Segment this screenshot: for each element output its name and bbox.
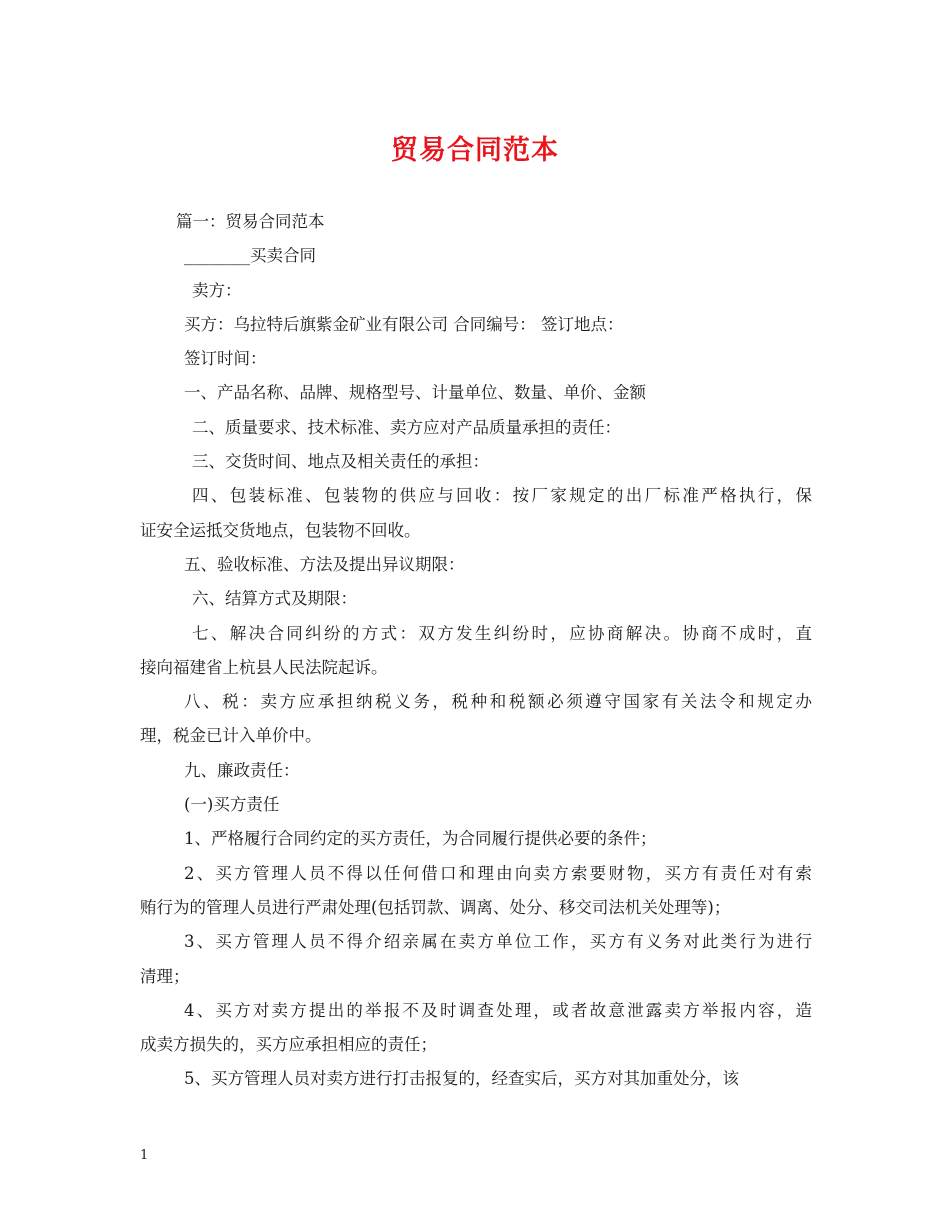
- text-line: 理，税金已计入单价中。: [140, 726, 322, 746]
- document-body: [140, 205, 812, 1097]
- page-number: 1: [140, 1148, 149, 1163]
- text-line: 3、买方管理人员不得介绍亲属在卖方单位工作，买方有义务对此类行为进行: [184, 932, 812, 952]
- text-line: 签订时间：: [184, 349, 267, 369]
- text-line: 六、结算方式及期限：: [192, 589, 357, 609]
- text-line: 四、包装标准、包装物的供应与回收：按厂家规定的出厂标准严格执行，保: [192, 486, 812, 506]
- text-line: 成卖方损失的，买方应承担相应的责任；: [140, 1035, 437, 1055]
- text-line: 九、廉政责任：: [184, 760, 300, 780]
- text-line: 贿行为的管理人员进行严肃处理(包括罚款、调离、处分、移交司法机关处理等)；: [140, 897, 731, 917]
- text-line: 七、解决合同纠纷的方式：双方发生纠纷时，应协商解决。协商不成时，直: [192, 623, 812, 643]
- text-line: 卖方：: [192, 280, 242, 300]
- text-line: 2、买方管理人员不得以任何借口和理由向卖方索要财物，买方有责任对有索: [184, 863, 812, 883]
- text-line: (一)买方责任: [184, 795, 280, 815]
- text-line: 清理；: [140, 966, 190, 986]
- document-title: 贸易合同范本: [391, 135, 559, 166]
- text-line: 三、交货时间、地点及相关责任的承担：: [192, 452, 489, 472]
- text-line: 买方：乌拉特后旗紫金矿业有限公司 合同编号： 签订地点：: [184, 314, 624, 334]
- text-line: 一、产品名称、品牌、规格型号、计量单位、数量、单价、金额: [184, 383, 646, 403]
- text-line: 八、税：卖方应承担纳税义务，税种和税额必须遵守国家有关法令和规定办: [184, 692, 812, 712]
- text-line: 五、验收标准、方法及提出异议期限：: [184, 554, 465, 574]
- text-line: 5、买方管理人员对卖方进行打击报复的，经查实后，买方对其加重处分，该: [184, 1069, 739, 1089]
- text-line: 4、买方对卖方提出的举报不及时调查处理，或者故意泄露卖方举报内容，造: [184, 1000, 812, 1020]
- text-line: 篇一：贸易合同范本: [176, 212, 325, 231]
- text-line: 二、质量要求、技术标准、卖方应对产品质量承担的责任：: [192, 417, 621, 437]
- text-line: 接向福建省上杭县人民法院起诉。: [140, 657, 388, 677]
- text-line: ________买卖合同: [184, 246, 316, 266]
- text-line: 1、严格履行合同约定的买方责任，为合同履行提供必要的条件；: [184, 829, 657, 849]
- text-line: 证安全运抵交货地点，包装物不回收。: [140, 520, 421, 540]
